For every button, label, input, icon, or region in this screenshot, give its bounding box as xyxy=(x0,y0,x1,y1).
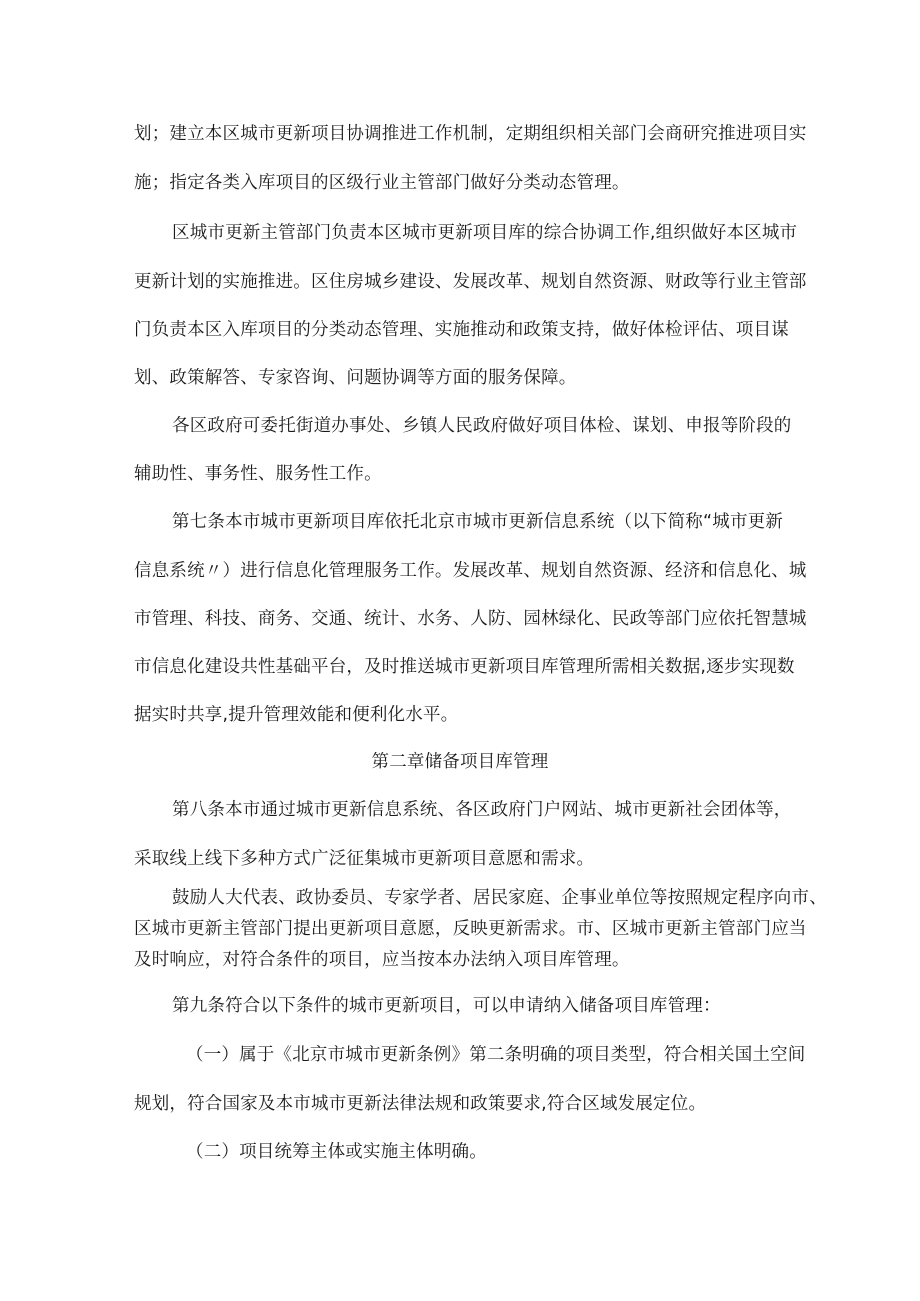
text-line: 采取线上线下多种方式广泛征集城市更新项目意愿和需求。 xyxy=(134,849,595,869)
text-line: 划、政策解答、专家咨询、问题协调等方面的服务保障。 xyxy=(134,368,577,388)
text-line: 门负责本区入库项目的分类动态管理、实施推动和政策支持，做好体检评估、项目谋 xyxy=(134,320,789,340)
text-line: 市信息化建设共性基础平台，及时推送城市更新项目库管理所需相关数据,逐步实现数 xyxy=(134,657,795,677)
text-line: 信息系统〃）进行信息化管理服务工作。发展改革、规划自然资源、经济和信息化、城 xyxy=(134,561,807,581)
list-item-first-line: （一）属于《北京市城市更新条例》第二条明确的项目类型，符合相关国土空间 xyxy=(186,1045,806,1065)
paragraph-first-line: 第七条本市城市更新项目库依托北京市城市更新信息系统（以下简称“城市更新 xyxy=(172,512,784,532)
chapter-heading: 第二章储备项目库管理 xyxy=(371,752,549,772)
text-line: 及时响应，对符合条件的项目，应当按本办法纳入项目库管理。 xyxy=(134,950,630,970)
text-line: 更新计划的实施推进。区住房城乡建设、发展改革、规划自然资源、财政等行业主管部 xyxy=(134,272,807,292)
text-line: 市管理、科技、商务、交通、统计、水务、人防、园林绿化、民政等部门应依托智慧城 xyxy=(134,609,807,629)
text-line: 区城市更新主管部门提出更新项目意愿，反映更新需求。市、区城市更新主管部门应当 xyxy=(134,919,807,939)
paragraph-first-line: 第八条本市通过城市更新信息系统、各区政府门户网站、城市更新社会团体等， xyxy=(172,800,792,820)
text-line: 辅助性、事务性、服务性工作。 xyxy=(134,464,382,484)
text-line: 施；指定各类入库项目的区级行业主管部门做好分类动态管理。 xyxy=(134,173,630,193)
text-line: 划；建立本区城市更新项目协调推进工作机制，定期组织相关部门会商研究推进项目实 xyxy=(134,124,807,144)
list-item-first-line: （二）项目统筹主体或实施主体明确。 xyxy=(186,1142,487,1162)
paragraph-first-line: 鼓励人大代表、政协委员、专家学者、居民家庭、企事业单位等按照规定程序向市、 xyxy=(172,888,827,908)
text-line: 规划，符合国家及本市城市更新法律法规和政策要求,符合区域发展定位。 xyxy=(134,1094,707,1114)
paragraph-first-line: 区城市更新主管部门负责本区城市更新项目库的综合协调工作,组织做好本区城市 xyxy=(172,223,798,243)
paragraph-first-line: 各区政府可委托街道办事处、乡镇人民政府做好项目体检、谋划、申报等阶段的 xyxy=(172,416,792,436)
text-line: 据实时共享,提升管理效能和便利化水平。 xyxy=(134,705,459,725)
paragraph-first-line: 第九条符合以下条件的城市更新项目，可以申请纳入储备项目库管理： xyxy=(172,996,721,1016)
